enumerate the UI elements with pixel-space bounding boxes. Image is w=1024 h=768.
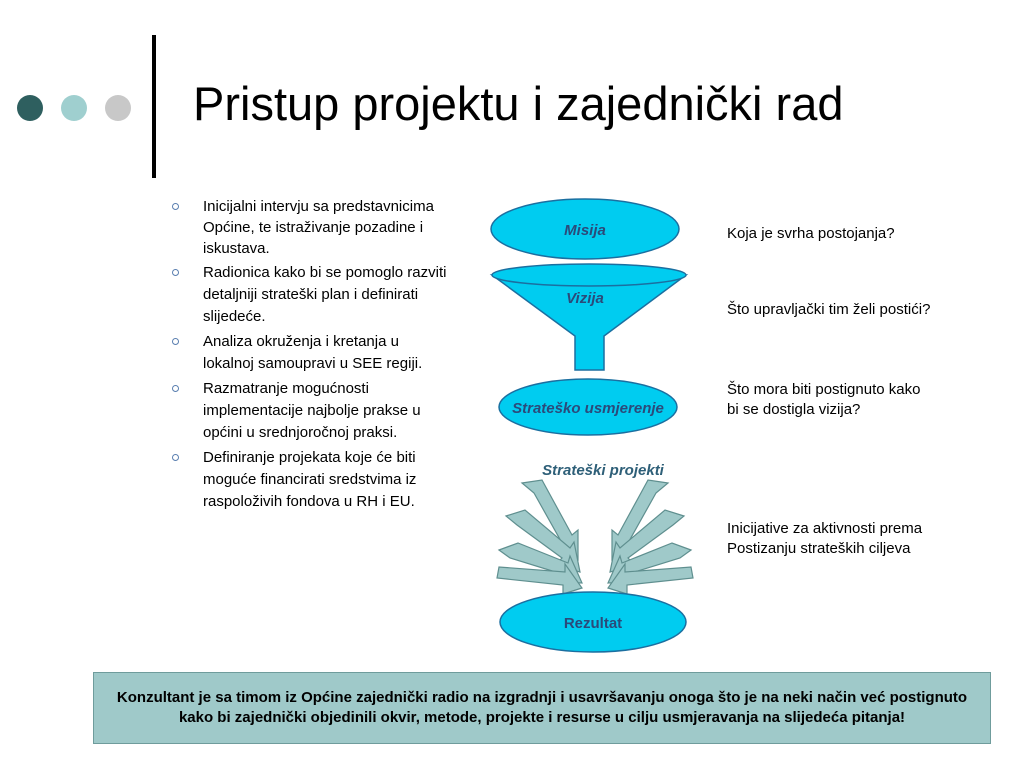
misija-label: Misija bbox=[564, 222, 606, 239]
footer-text: Konzultant je sa timom iz Općine zajednički radio na izgradnji i usavršavanju onoga što je na neki način već postignuto kako bi zajednički objedinili okvir, metode, projekte i resurse u cilju usmjeravanja na slijedeća pitanja! bbox=[116, 689, 968, 726]
question-direction-line2: bi se dostigla vizija? bbox=[727, 401, 861, 418]
question-projects-line1: Inicijative za aktivnosti prema bbox=[727, 520, 923, 537]
strategic-projects-label: Strateški projekti bbox=[542, 462, 664, 479]
bullet-text: Radionica kako bi se pomoglo razviti detaljniji strateški plan i definirati slijedeće. bbox=[203, 264, 447, 325]
bullet-text: Definiranje projekata koje će biti moguće financirati sredstvima iz raspoloživih fondova u RH i EU. bbox=[203, 449, 417, 510]
strategic-direction-label: Strateško usmjerenje bbox=[512, 400, 664, 417]
vizija-funnel-rim bbox=[492, 264, 686, 286]
page-title: Pristup projektu i zajednički rad bbox=[193, 77, 844, 130]
footer-banner bbox=[93, 672, 991, 744]
question-purpose: Koja je svrha postojanja? bbox=[727, 225, 895, 242]
result-label: Rezultat bbox=[563, 615, 623, 632]
bullet-text: Inicijalni intervju sa predstavnicima Općine, te istraživanje pozadine i iskustava. bbox=[203, 198, 434, 257]
left-arrows-group bbox=[497, 480, 582, 594]
bullet-text: Analiza okruženja i kretanja u lokalnoj samoupravi u SEE regiji. bbox=[203, 333, 423, 372]
bullet-text: Razmatranje mogućnosti implementacije najbolje prakse u općini u srednjoročnoj praksi. bbox=[203, 380, 421, 441]
right-arrows-group bbox=[608, 480, 693, 594]
question-vision: Što upravljački tim želi postići? bbox=[727, 301, 931, 318]
question-direction-line1: Što mora biti postignuto kako bbox=[727, 381, 921, 398]
vizija-label: Vizija bbox=[566, 290, 604, 307]
question-projects-line2: Postizanju strateških ciljeva bbox=[727, 540, 911, 557]
